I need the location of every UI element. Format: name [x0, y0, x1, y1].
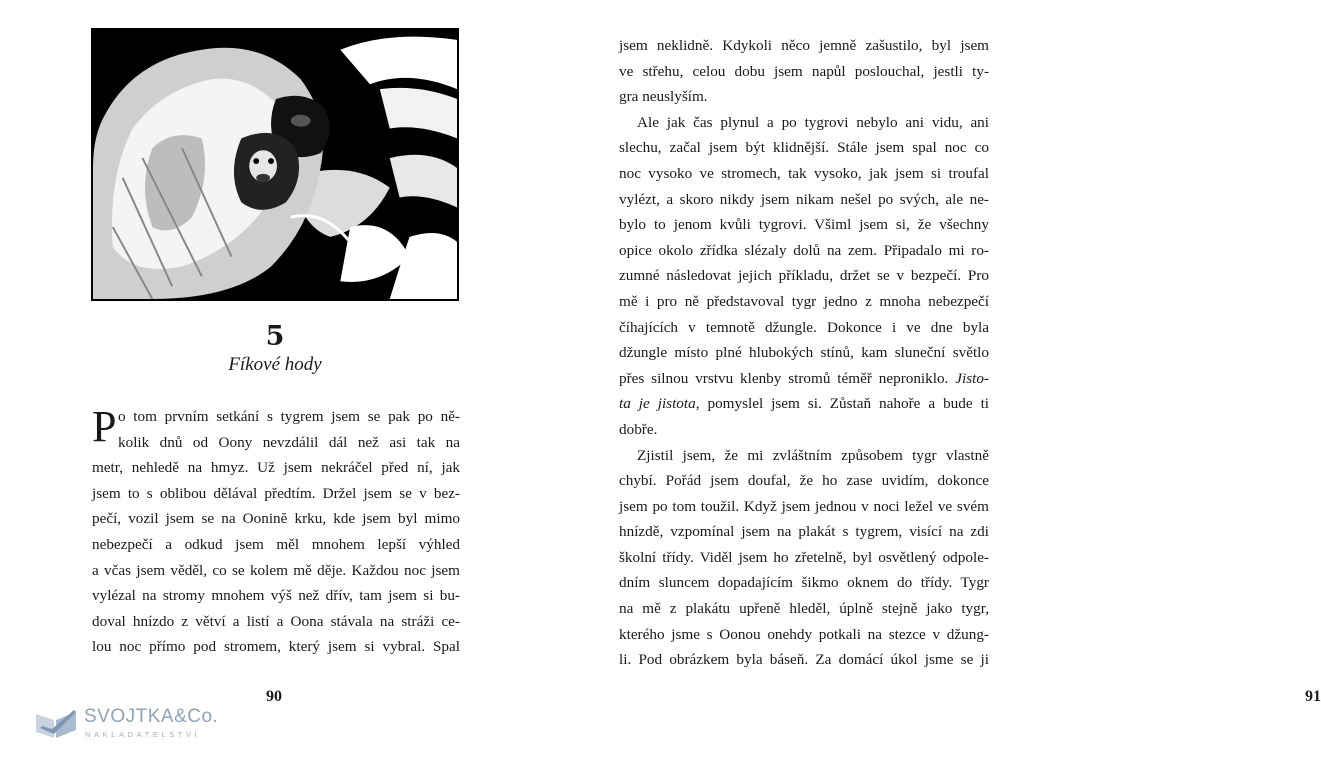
right-page	[512, 0, 1321, 768]
text-segment: , pomyslel jsem si. Zůstaň nahoře a bude ti	[695, 395, 990, 413]
italic-segment: ta je jistota	[619, 395, 696, 413]
text-line: Zjistil jsem, že mi zvláštním způsobem tygr vlastně	[637, 446, 989, 464]
text-line: Ale jak čas plynul a po tygrovi nebylo ani vidu, ani	[637, 113, 989, 131]
left-page	[0, 0, 512, 768]
text-line	[619, 366, 989, 392]
logo-name: SVOJTKA&Co.	[84, 706, 219, 727]
text-line: metr, nehledě na hmyz. Už jsem nekráčel před ní, jak	[92, 459, 460, 477]
text-line: chybí. Pořád jsem doufal, že ho zase uvidím, dokonce	[619, 472, 989, 490]
text-line: na mě z plakátu upřeně hleděl, úplně stejně jako tygr,	[619, 600, 989, 618]
text-line: gra neuslyším.	[619, 88, 708, 106]
orangutan-photo	[91, 28, 459, 301]
text-line: noc vysoko ve stromech, tak vysoko, jak jsem si troufal	[619, 164, 989, 182]
text-line: vylézt, a skoro nikdy jsem nikam nešel po svých, ale ne-	[619, 190, 989, 208]
text-line: li. Pod obrázkem byla báseň. Za domácí úkol jsme se ji	[619, 651, 989, 669]
text-line: pečí, vozil jsem se na Ooninĕ krku, kde jsem byl mimo	[92, 510, 460, 528]
page-number-right: 91	[1305, 688, 1321, 705]
text-line: dobře.	[619, 420, 658, 438]
chapter-title: Fíkové hody	[228, 354, 322, 375]
chapter-number: 5	[265, 321, 285, 352]
text-line: vylézal na stromy mnohem výš než dřív, tam jsem si bu-	[92, 587, 460, 605]
text-line: hnízdě, vzpomínal jsem na plakát s tygrem, visící na zdi	[619, 523, 989, 541]
text-line: džungle místo plné hlubokých stínů, kam sluneční světlo	[619, 344, 989, 362]
text-line: dním sluncem dopadajícím šikmo oknem do třídy. Tygr	[619, 574, 989, 592]
text-line: doval hnízdo z větví a listí a Oona stávala na stráži ce-	[92, 612, 460, 630]
page-number-left: 90	[266, 688, 282, 705]
text-segment: přes silnou vrstvu klenby stromů téměř neproniklo.	[619, 369, 949, 387]
text-line: ve střehu, celou dobu jsem napůl poslouchal, jestli ty-	[619, 62, 989, 80]
drop-cap: P	[92, 402, 117, 451]
text-line: školní třídy. Viděl jsem ho zřetelně, byl osvětlený odpole-	[619, 548, 989, 566]
text-line: kterého jsme s Oonou onehdy potkali na stezce v džung-	[619, 625, 989, 643]
book-logo-icon	[34, 706, 78, 740]
text-line: o tom prvním setkání s tygrem jsem se pak po ně-	[118, 408, 460, 425]
text-line: kolik dnů od Oony nevzdálil dál než asi tak na	[118, 433, 460, 451]
text-line: číhajících v temnotě džungle. Dokonce i ve dne byla	[619, 318, 989, 336]
italic-segment: Jisto-	[955, 369, 989, 387]
text-line: bylo to jenom kvůli tygrovi. Všiml jsem si, že všechny	[619, 216, 989, 234]
publisher-logo	[34, 702, 234, 746]
text-line: jsem po tom toužil. Když jsem jednou v noci ležel ve svém	[619, 497, 989, 515]
body-text-right	[619, 33, 989, 673]
text-line: opice okolo zřídka slézaly dolů na zem. Připadalo mi ro-	[619, 241, 989, 259]
logo-subtitle: NAKLADATELSTVÍ	[85, 730, 201, 739]
text-line: nebezpečí a odkud jsem měl mnohem lepší výhled	[92, 535, 460, 553]
text-line: lou noc přímo pod stromem, který jsem si vybral. Spal	[92, 638, 460, 656]
text-line: slechu, začal jsem být klidnější. Stále jsem spal noc co	[619, 139, 989, 157]
text-line: mě i pro ně představoval tygr jedno z mnoha nebezpečí	[619, 292, 989, 310]
text-line: zumné následovat jejich příkladu, držet se v bezpečí. Pro	[619, 267, 989, 285]
text-line: jsem neklidně. Kdykoli něco jemně zašustilo, byl jsem	[619, 37, 989, 54]
text-line: jsem to s oblibou dělával předtím. Držel jsem se v bez-	[92, 484, 460, 502]
text-line	[619, 391, 989, 417]
body-text-left	[92, 404, 460, 660]
text-line: a včas jsem věděl, co se kolem mě děje. Každou noc jsem	[92, 561, 460, 579]
